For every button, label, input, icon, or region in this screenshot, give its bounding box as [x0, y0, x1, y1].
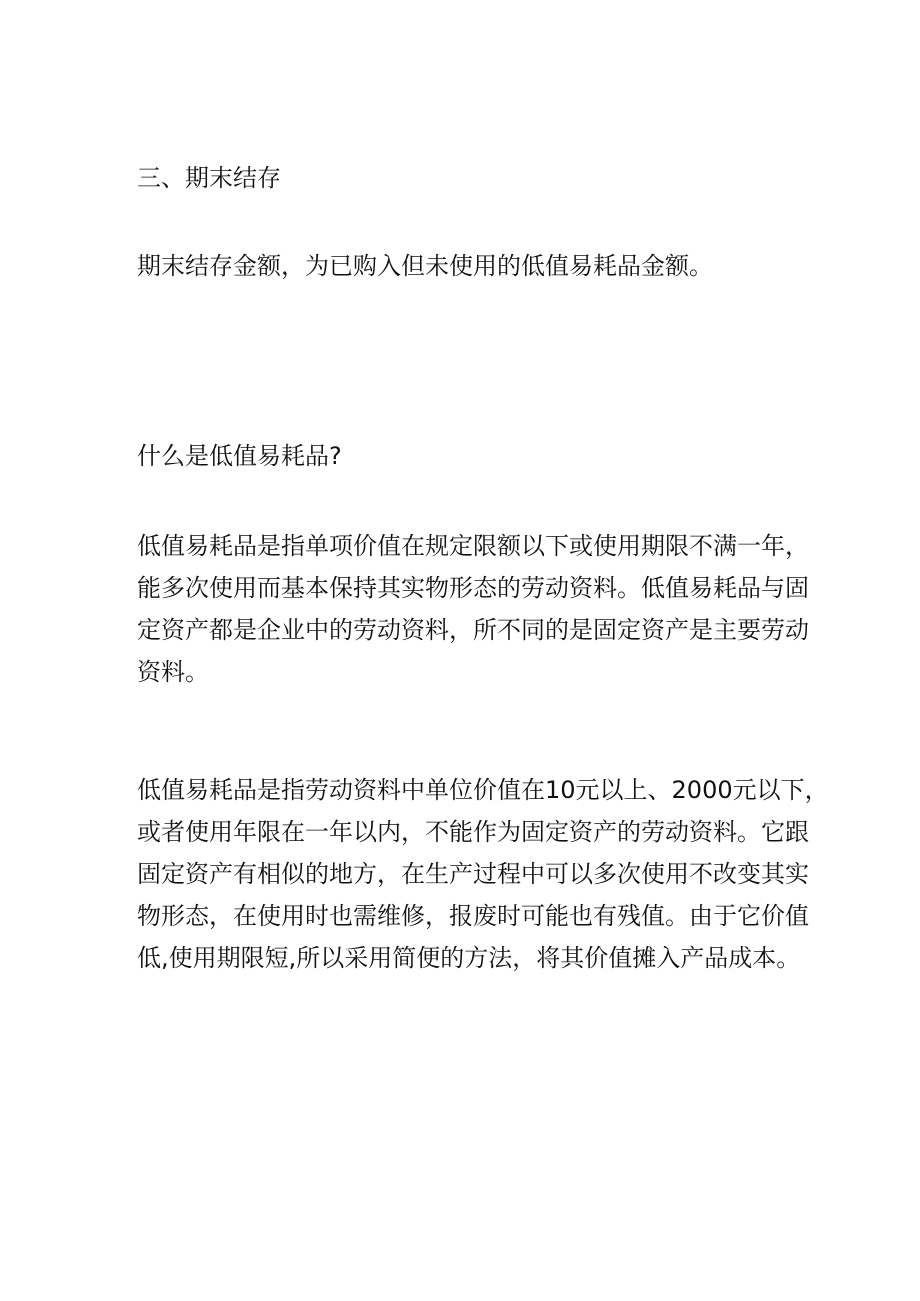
definition-text: 期末结存金额，为已购入但未使用的低值易耗品金额。	[137, 252, 713, 280]
definition-paragraph	[137, 245, 797, 287]
question-text: 什么是低值易耗品?	[137, 442, 342, 470]
paragraph-2-line: 或者使用年限在一年以内，不能作为固定资产的劳动资料。它跟	[137, 818, 809, 846]
paragraph-2-line: 固定资产有相似的地方，在生产过程中可以多次使用不改变其实	[137, 860, 809, 888]
section-heading-text: 三、期末结存	[137, 164, 281, 192]
question-heading	[137, 435, 797, 477]
paragraph-1-line: 能多次使用而基本保持其实物形态的劳动资料。低值易耗品与固	[137, 574, 809, 602]
paragraph-1-line: 低值易耗品是指单项价值在规定限额以下或使用期限不满一年，	[137, 532, 809, 560]
section-heading	[137, 157, 797, 199]
paragraph-2-line: 低值易耗品是指劳动资料中单位价值在10元以上、2000元以下，	[137, 776, 829, 804]
paragraph-1-line: 定资产都是企业中的劳动资料，所不同的是固定资产是主要劳动	[137, 616, 809, 644]
paragraph-1	[137, 525, 809, 693]
paragraph-1-line: 资料。	[137, 658, 209, 686]
paragraph-2-line: 低,使用期限短,所以采用简便的方法，将其价值摊入产品成本。	[137, 944, 801, 972]
paragraph-2-line: 物形态，在使用时也需维修，报废时可能也有残值。由于它价值	[137, 902, 809, 930]
paragraph-2	[137, 769, 829, 979]
